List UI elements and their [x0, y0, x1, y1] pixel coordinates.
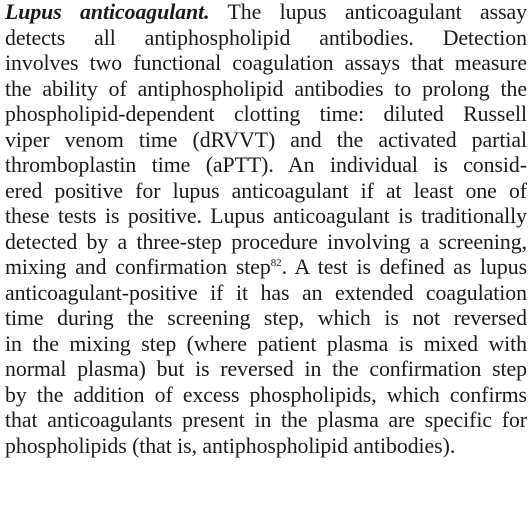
text-line-13: time during the screening step, which is not reversed	[5, 306, 527, 330]
text-line-11	[5, 255, 527, 281]
text-line-14: in the mixing step (where patient plasma is mixed with	[5, 331, 527, 356]
text-line-16: by the addition of excess phospholipids, which confirms	[5, 382, 527, 407]
text-line-5: phospholipid-dependent clotting time: diluted Russell	[5, 102, 527, 126]
line-text: mixing and confirmation step	[5, 255, 271, 279]
text-line-8: ered positive for lupus anticoagulant if at least one of	[5, 178, 527, 203]
text-line-2: detects all antiphospholipid antibodies. Detection	[5, 25, 527, 50]
section-heading: Lupus anticoagulant.	[5, 0, 210, 24]
text-line-18: phospholipids (that is, antiphospholipid antibodies).	[5, 433, 456, 458]
text-line-7: thromboplastin time (aPTT). An individual is consid-	[5, 153, 527, 177]
text-line-1	[5, 0, 527, 26]
citation-superscript: 82	[270, 257, 282, 269]
text-line-12: anticoagulant-positive if it has an extended coagulation	[5, 280, 527, 305]
paragraph-lupus-anticoagulant	[5, 0, 532, 459]
text-line-15: normal plasma) but is reversed in the confirmation step	[5, 357, 527, 381]
text-line-4: the ability of antiphospholipid antibodies to prolong the	[5, 76, 527, 101]
text-line-10: detected by a three-step procedure involving a screening,	[5, 229, 527, 254]
text-line-6: viper venom time (dRVVT) and the activated partial	[5, 127, 527, 152]
line-text: The lupus anticoagulant assay	[227, 0, 527, 24]
text-line-9: these tests is positive. Lupus anticoagulant is traditionally	[5, 204, 527, 228]
text-line-3: involves two functional coagulation assays that measure	[5, 51, 527, 75]
text-line-17: that anticoagulants present in the plasma are specific for	[5, 408, 527, 432]
line-text: . A test is defined as lupus	[281, 255, 527, 279]
